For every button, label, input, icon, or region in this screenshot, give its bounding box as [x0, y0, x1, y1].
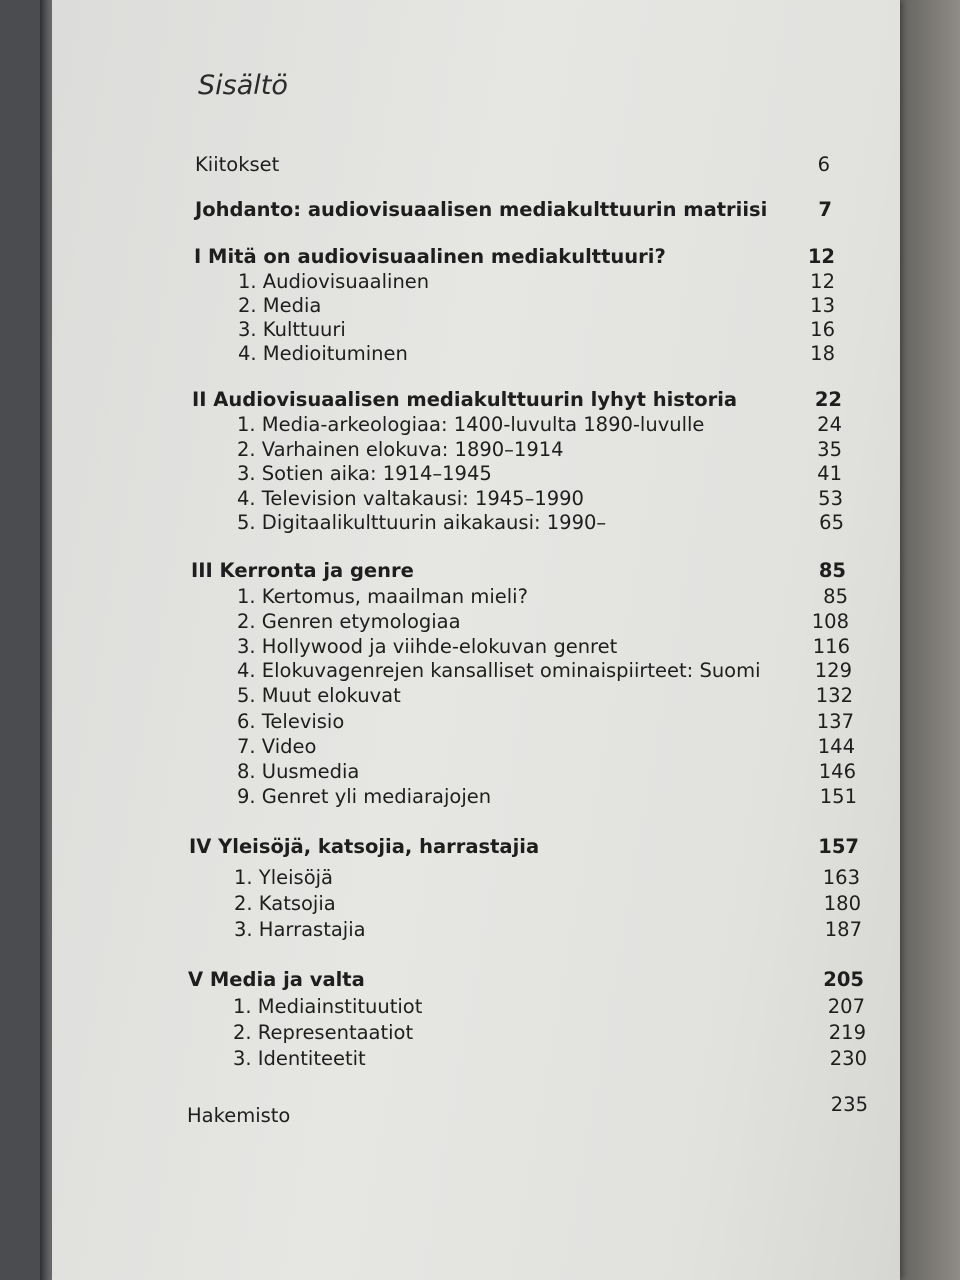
toc-entry — [0, 462, 960, 488]
toc-entry — [0, 413, 960, 439]
toc-page: 6 — [817, 153, 830, 176]
toc-entry — [0, 892, 960, 918]
toc-entry — [0, 635, 960, 661]
toc-section-heading: II Audiovisuaalisen mediakulttuurin lyhyt historia — [192, 388, 738, 411]
toc-entry — [0, 760, 960, 786]
toc-label: 6. Televisio — [237, 710, 345, 733]
toc-label: 2. Varhainen elokuva: 1890–1914 — [237, 438, 564, 461]
toc-entry — [0, 1021, 960, 1047]
toc-page: 180 — [823, 892, 861, 915]
toc-label: 7. Video — [237, 735, 317, 758]
toc-entry — [0, 866, 960, 892]
toc-entry — [0, 735, 960, 761]
toc-label: 9. Genret yli mediarajojen — [237, 785, 492, 808]
toc-label: 2. Katsojia — [234, 892, 336, 915]
toc-label: 3. Harrastajia — [234, 918, 366, 941]
toc-entry-johdanto — [0, 198, 960, 224]
toc-page: 18 — [810, 342, 835, 365]
toc-page: 235 — [830, 1093, 868, 1116]
toc-page: 187 — [824, 918, 862, 941]
toc-page: 230 — [829, 1047, 867, 1070]
toc-section-1 — [0, 245, 960, 271]
toc-entry — [0, 710, 960, 736]
toc-label: 1. Mediainstituutiot — [233, 995, 423, 1018]
toc-page: 65 — [819, 511, 844, 534]
toc-label: 8. Uusmedia — [237, 760, 360, 783]
page-title: Sisältö — [198, 70, 288, 101]
toc-page: 163 — [822, 866, 860, 889]
toc-label: Johdanto: audiovisuaalisen mediakulttuurin matriisi — [195, 198, 768, 221]
toc-entry-kiitokset — [0, 153, 960, 179]
toc-page: 16 — [810, 318, 835, 341]
toc-entry — [0, 270, 960, 296]
toc-entry — [0, 610, 960, 636]
toc-label: 3. Hollywood ja viihde-elokuvan genret — [237, 635, 618, 658]
toc-page: 24 — [817, 413, 842, 436]
toc-section-3 — [0, 559, 960, 585]
toc-section-2 — [0, 388, 960, 414]
toc-page: 13 — [810, 294, 835, 317]
toc-page: 53 — [818, 487, 843, 510]
toc-label: 3. Kulttuuri — [238, 318, 346, 341]
toc-section-heading: V Media ja valta — [188, 968, 365, 991]
toc-page: 137 — [816, 710, 854, 733]
toc-entry — [0, 995, 960, 1021]
toc-entry — [0, 659, 960, 685]
toc-page: 12 — [807, 245, 835, 268]
toc-label: 3. Sotien aika: 1914–1945 — [237, 462, 492, 485]
toc-entry — [0, 585, 960, 611]
toc-page: 85 — [823, 585, 848, 608]
toc-section-4 — [0, 835, 960, 861]
toc-label: 3. Identiteetit — [233, 1047, 366, 1070]
toc-page: 219 — [828, 1021, 866, 1044]
toc-label: 1. Media-arkeologiaa: 1400-luvulta 1890-luvulle — [237, 413, 705, 436]
toc-entry — [0, 785, 960, 811]
toc-entry — [0, 1047, 960, 1073]
toc-label: Kiitokset — [195, 153, 280, 176]
toc-page: 22 — [814, 388, 842, 411]
toc-page: 35 — [817, 438, 842, 461]
toc-section-heading: I Mitä on audiovisuaalinen mediakulttuuri? — [194, 245, 666, 268]
toc-page: 85 — [818, 559, 846, 582]
toc-entry — [0, 294, 960, 320]
toc-label: 2. Representaatiot — [233, 1021, 414, 1044]
toc-page: 207 — [827, 995, 865, 1018]
toc-entry — [0, 918, 960, 944]
toc-entry — [0, 318, 960, 344]
toc-entry — [0, 487, 960, 513]
toc-entry — [0, 684, 960, 710]
toc-entry — [0, 511, 960, 537]
toc-page: 146 — [818, 760, 856, 783]
toc-page: 116 — [812, 635, 850, 658]
toc-label: 1. Yleisöjä — [234, 866, 334, 889]
toc-label: 4. Television valtakausi: 1945–1990 — [237, 487, 584, 510]
toc-section-heading: IV Yleisöjä, katsojia, harrastajia — [189, 835, 540, 858]
toc-label: 4. Medioituminen — [238, 342, 408, 365]
toc-label: 2. Media — [238, 294, 322, 317]
toc-label: 5. Digitaalikulttuurin aikakausi: 1990– — [237, 511, 607, 534]
toc-page: 7 — [818, 198, 832, 221]
toc-page: 129 — [814, 659, 852, 682]
toc-page: 108 — [811, 610, 849, 633]
toc-page: 132 — [815, 684, 853, 707]
toc-page: 41 — [817, 462, 842, 485]
toc-label: Hakemisto — [187, 1104, 291, 1127]
toc-page: 144 — [817, 735, 855, 758]
toc-label: 5. Muut elokuvat — [237, 684, 401, 707]
toc-label: 1. Kertomus, maailman mieli? — [237, 585, 528, 608]
toc-entry-hakemisto — [0, 1093, 960, 1127]
toc-page: 157 — [818, 835, 859, 858]
toc-page: 12 — [810, 270, 835, 293]
toc-label: 1. Audiovisuaalinen — [238, 270, 430, 293]
toc-label: 2. Genren etymologiaa — [237, 610, 461, 633]
toc-entry — [0, 438, 960, 464]
toc-entry — [0, 342, 960, 368]
toc-page: 151 — [819, 785, 857, 808]
toc-label: 4. Elokuvagenrejen kansalliset ominaispiirteet: Suomi — [237, 659, 761, 682]
toc-section-heading: III Kerronta ja genre — [191, 559, 414, 582]
toc-section-5 — [0, 968, 960, 994]
toc-page: 205 — [823, 968, 864, 991]
